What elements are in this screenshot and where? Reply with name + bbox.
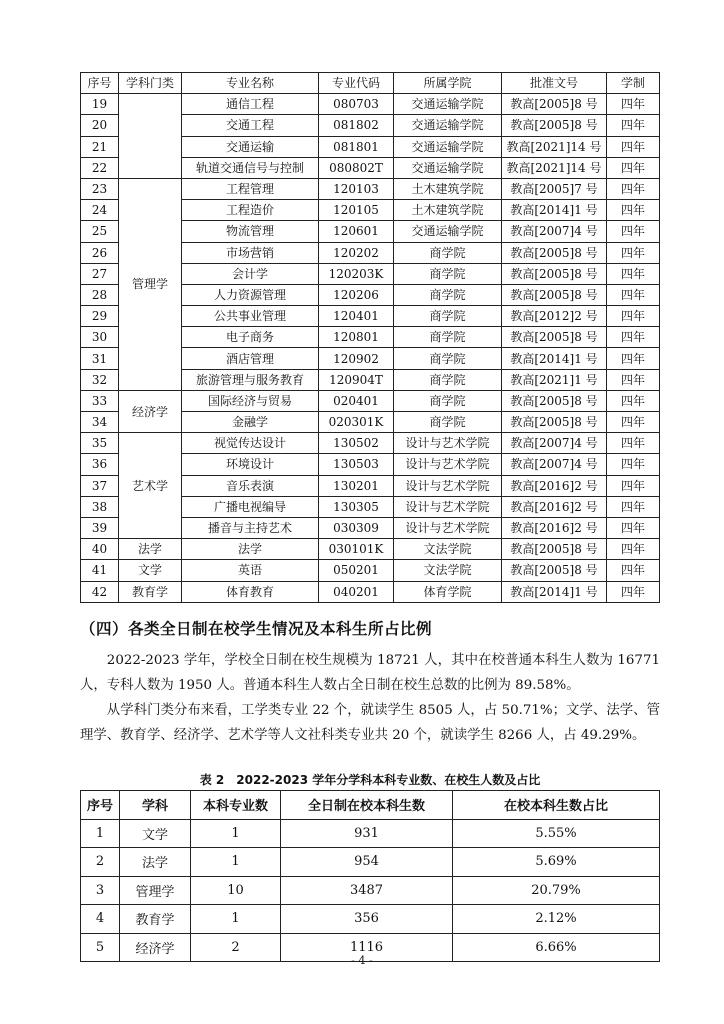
category-cell: 教育学 — [119, 581, 182, 602]
table-cell: 120103 — [319, 178, 394, 199]
table-cell: 国际经济与贸易 — [182, 390, 319, 411]
table-cell: 26 — [81, 242, 119, 263]
table-cell: 商学院 — [394, 412, 502, 433]
table-cell: 35 — [81, 433, 119, 454]
table-cell: 交通运输学院 — [394, 221, 502, 242]
table-cell: 21 — [81, 136, 119, 157]
table-cell: 120203K — [319, 263, 394, 284]
table-cell: 电子商务 — [182, 327, 319, 348]
table-row — [81, 819, 660, 848]
table-cell: 设计与艺术学院 — [394, 454, 502, 475]
table-cell: 四年 — [607, 178, 660, 199]
table-cell: 四年 — [607, 200, 660, 221]
table-cell: 5 — [81, 933, 120, 962]
header-cell: 全日制在校本科生数 — [281, 791, 453, 820]
table-cell: 教育学 — [120, 905, 191, 934]
table-cell: 28 — [81, 284, 119, 305]
table-cell: 播音与主持艺术 — [182, 517, 319, 538]
table-cell: 120801 — [319, 327, 394, 348]
header-cell: 序号 — [81, 73, 119, 94]
table-cell: 教高[2005]8 号 — [502, 560, 607, 581]
table-cell: 120601 — [319, 221, 394, 242]
table-cell: 交通运输学院 — [394, 94, 502, 115]
table-cell: 文法学院 — [394, 560, 502, 581]
table-cell: 交通运输 — [182, 136, 319, 157]
table-cell: 教高[2021]14 号 — [502, 157, 607, 178]
table-cell: 旅游管理与服务教育 — [182, 369, 319, 390]
table-cell: 管理学 — [120, 876, 191, 905]
header-cell: 本科专业数 — [191, 791, 281, 820]
table-cell: 29 — [81, 306, 119, 327]
table-cell: 30 — [81, 327, 119, 348]
table-cell: 四年 — [607, 306, 660, 327]
table-cell: 356 — [281, 905, 453, 934]
table-row — [81, 390, 660, 411]
table-row — [81, 539, 660, 560]
category-cell: 管理学 — [119, 178, 182, 390]
header-cell: 专业名称 — [182, 73, 319, 94]
table-cell: 环境设计 — [182, 454, 319, 475]
table-cell: 体育教育 — [182, 581, 319, 602]
table-cell: 2 — [81, 848, 120, 877]
table-cell: 1 — [191, 905, 281, 934]
header-cell: 学制 — [607, 73, 660, 94]
table-cell: 四年 — [607, 221, 660, 242]
table-cell: 通信工程 — [182, 94, 319, 115]
header-cell: 在校本科生数占比 — [453, 791, 660, 820]
table-cell: 四年 — [607, 284, 660, 305]
table-cell: 20.79% — [453, 876, 660, 905]
table-cell: 商学院 — [394, 348, 502, 369]
table-cell: 1 — [81, 819, 120, 848]
table-cell: 商学院 — [394, 284, 502, 305]
table-cell: 教高[2005]8 号 — [502, 94, 607, 115]
table-cell: 36 — [81, 454, 119, 475]
table-cell: 商学院 — [394, 263, 502, 284]
paragraph: 2022-2023 学年，学校全日制在校生规模为 18721 人，其中在校普通本科生人数为 16771 人，专科人数为 1950 人。普通本科生人数占全日制在校生总数的比例为 89.58%。 — [80, 653, 660, 693]
table-cell: 四年 — [607, 369, 660, 390]
category-cell: 文学 — [119, 560, 182, 581]
majors-table-header — [81, 73, 660, 94]
table-cell: 020301K — [319, 412, 394, 433]
table-cell: 37 — [81, 475, 119, 496]
table-cell: 工程管理 — [182, 178, 319, 199]
table-cell: 19 — [81, 94, 119, 115]
table-cell: 四年 — [607, 539, 660, 560]
table-cell: 030101K — [319, 539, 394, 560]
table-cell: 土木建筑学院 — [394, 178, 502, 199]
table-cell: 020401 — [319, 390, 394, 411]
table-cell: 教高[2005]8 号 — [502, 115, 607, 136]
table-cell: 四年 — [607, 94, 660, 115]
table-cell: 四年 — [607, 348, 660, 369]
table-cell: 视觉传达设计 — [182, 433, 319, 454]
table-cell: 广播电视编导 — [182, 496, 319, 517]
table-cell: 物流管理 — [182, 221, 319, 242]
table-cell: 法学 — [120, 848, 191, 877]
table-cell: 经济学 — [120, 933, 191, 962]
table-cell: 22 — [81, 157, 119, 178]
table-cell: 33 — [81, 390, 119, 411]
table-cell: 081802 — [319, 115, 394, 136]
table-cell: 954 — [281, 848, 453, 877]
table-cell: 教高[2021]1 号 — [502, 369, 607, 390]
table-row — [81, 178, 660, 199]
table-row — [81, 94, 660, 115]
table-cell: 教高[2014]1 号 — [502, 200, 607, 221]
table-cell: 文学 — [120, 819, 191, 848]
table-cell: 教高[2005]8 号 — [502, 390, 607, 411]
table-cell: 6.66% — [453, 933, 660, 962]
table-cell: 040201 — [319, 581, 394, 602]
paragraph: 从学科门类分布来看，工学类专业 22 个，就读学生 8505 人，占 50.71%；文学、法学、管理学、教育学、经济学、艺术学等人文社科类专业共 20 个，就读学生 8266 人，占 49.29%。 — [80, 703, 660, 743]
table-row — [81, 560, 660, 581]
table-cell: 081801 — [319, 136, 394, 157]
header-cell: 所属学院 — [394, 73, 502, 94]
header-cell: 序号 — [81, 791, 120, 820]
table-cell: 20 — [81, 115, 119, 136]
table-cell: 四年 — [607, 263, 660, 284]
table-cell: 教高[2005]8 号 — [502, 327, 607, 348]
table-cell: 四年 — [607, 475, 660, 496]
stats-table-header — [81, 791, 660, 820]
table-cell: 四年 — [607, 390, 660, 411]
table-cell: 设计与艺术学院 — [394, 496, 502, 517]
header-cell: 专业代码 — [319, 73, 394, 94]
table-cell: 130305 — [319, 496, 394, 517]
table-cell: 130503 — [319, 454, 394, 475]
table-cell: 教高[2016]2 号 — [502, 517, 607, 538]
header-cell: 学科 — [120, 791, 191, 820]
table-row — [81, 848, 660, 877]
table-cell: 030309 — [319, 517, 394, 538]
table-cell: 教高[2005]8 号 — [502, 242, 607, 263]
table-cell: 25 — [81, 221, 119, 242]
table-cell: 120902 — [319, 348, 394, 369]
table-cell: 四年 — [607, 242, 660, 263]
table-cell: 34 — [81, 412, 119, 433]
page-number: - 4 - — [351, 954, 373, 967]
table-cell: 050201 — [319, 560, 394, 581]
table-cell: 四年 — [607, 581, 660, 602]
table-cell: 交通运输学院 — [394, 157, 502, 178]
table-cell: 120401 — [319, 306, 394, 327]
table-cell: 120202 — [319, 242, 394, 263]
category-cell: 法学 — [119, 539, 182, 560]
table-cell: 会计学 — [182, 263, 319, 284]
table-cell: 设计与艺术学院 — [394, 433, 502, 454]
table-cell: 工程造价 — [182, 200, 319, 221]
table-cell: 27 — [81, 263, 119, 284]
table-row — [81, 876, 660, 905]
table-cell: 商学院 — [394, 390, 502, 411]
table-cell: 教高[2021]14 号 — [502, 136, 607, 157]
section-heading: （四）各类全日制在校学生情况及本科生所占比例 — [80, 620, 433, 638]
category-cell — [119, 94, 182, 179]
table-cell: 1 — [191, 819, 281, 848]
table-cell: 31 — [81, 348, 119, 369]
table-cell: 四年 — [607, 115, 660, 136]
table-cell: 四年 — [607, 454, 660, 475]
table-cell: 音乐表演 — [182, 475, 319, 496]
table-cell: 教高[2014]1 号 — [502, 348, 607, 369]
table-cell: 交通运输学院 — [394, 115, 502, 136]
table-cell: 商学院 — [394, 242, 502, 263]
table-cell: 人力资源管理 — [182, 284, 319, 305]
table-cell: 英语 — [182, 560, 319, 581]
table-cell: 教高[2016]2 号 — [502, 475, 607, 496]
table-cell: 120904T — [319, 369, 394, 390]
table-cell: 文法学院 — [394, 539, 502, 560]
table-cell: 酒店管理 — [182, 348, 319, 369]
table-cell: 32 — [81, 369, 119, 390]
table-cell: 1116 — [281, 933, 453, 962]
table-row — [81, 581, 660, 602]
table-cell: 教高[2005]8 号 — [502, 284, 607, 305]
table-cell: 体育学院 — [394, 581, 502, 602]
table-cell: 公共事业管理 — [182, 306, 319, 327]
table-cell: 931 — [281, 819, 453, 848]
table-cell: 轨道交通信号与控制 — [182, 157, 319, 178]
table-cell: 四年 — [607, 327, 660, 348]
table-cell: 商学院 — [394, 306, 502, 327]
category-cell: 艺术学 — [119, 433, 182, 539]
table-cell: 教高[2007]4 号 — [502, 433, 607, 454]
table-cell: 四年 — [607, 412, 660, 433]
table-cell: 金融学 — [182, 412, 319, 433]
table-cell: 38 — [81, 496, 119, 517]
table-cell: 教高[2014]1 号 — [502, 581, 607, 602]
table-cell: 2.12% — [453, 905, 660, 934]
table-cell: 商学院 — [394, 369, 502, 390]
table-cell: 5.69% — [453, 848, 660, 877]
table-cell: 130201 — [319, 475, 394, 496]
table-cell: 教高[2007]4 号 — [502, 221, 607, 242]
table-cell: 交通工程 — [182, 115, 319, 136]
table-cell: 41 — [81, 560, 119, 581]
table-cell: 土木建筑学院 — [394, 200, 502, 221]
table-cell: 24 — [81, 200, 119, 221]
table-cell: 2 — [191, 933, 281, 962]
table-cell: 市场营销 — [182, 242, 319, 263]
table-cell: 四年 — [607, 157, 660, 178]
table-cell: 设计与艺术学院 — [394, 475, 502, 496]
table-cell: 教高[2005]8 号 — [502, 539, 607, 560]
header-cell: 批准文号 — [502, 73, 607, 94]
table-row — [81, 905, 660, 934]
table-cell: 教高[2005]8 号 — [502, 412, 607, 433]
table-cell: 39 — [81, 517, 119, 538]
table-cell: 四年 — [607, 517, 660, 538]
table-cell: 080703 — [319, 94, 394, 115]
table-cell: 教高[2005]8 号 — [502, 263, 607, 284]
table-cell: 42 — [81, 581, 119, 602]
table-cell: 40 — [81, 539, 119, 560]
table-cell: 四年 — [607, 560, 660, 581]
table-cell: 1 — [191, 848, 281, 877]
table-cell: 教高[2007]4 号 — [502, 454, 607, 475]
table-cell: 3 — [81, 876, 120, 905]
table-cell: 23 — [81, 178, 119, 199]
table-cell: 教高[2012]2 号 — [502, 306, 607, 327]
table-cell: 法学 — [182, 539, 319, 560]
header-cell: 学科门类 — [119, 73, 182, 94]
table-cell: 四年 — [607, 433, 660, 454]
table-cell: 10 — [191, 876, 281, 905]
table-cell: 四年 — [607, 136, 660, 157]
table-cell: 交通运输学院 — [394, 136, 502, 157]
table-cell: 商学院 — [394, 327, 502, 348]
table-cell: 120206 — [319, 284, 394, 305]
table-cell: 3487 — [281, 876, 453, 905]
discipline-stats-table — [80, 790, 660, 962]
table-cell: 5.55% — [453, 819, 660, 848]
table-row — [81, 433, 660, 454]
table-cell: 080802T — [319, 157, 394, 178]
table-cell: 130502 — [319, 433, 394, 454]
table-cell: 四年 — [607, 496, 660, 517]
table-cell: 教高[2016]2 号 — [502, 496, 607, 517]
table-cell: 4 — [81, 905, 120, 934]
table-cell: 设计与艺术学院 — [394, 517, 502, 538]
table-cell: 120105 — [319, 200, 394, 221]
majors-table — [80, 72, 660, 603]
table-cell: 教高[2005]7 号 — [502, 178, 607, 199]
category-cell: 经济学 — [119, 390, 182, 432]
table-caption: 表 2 2022-2023 学年分学科本科专业数、在校生人数及占比 — [199, 773, 541, 787]
